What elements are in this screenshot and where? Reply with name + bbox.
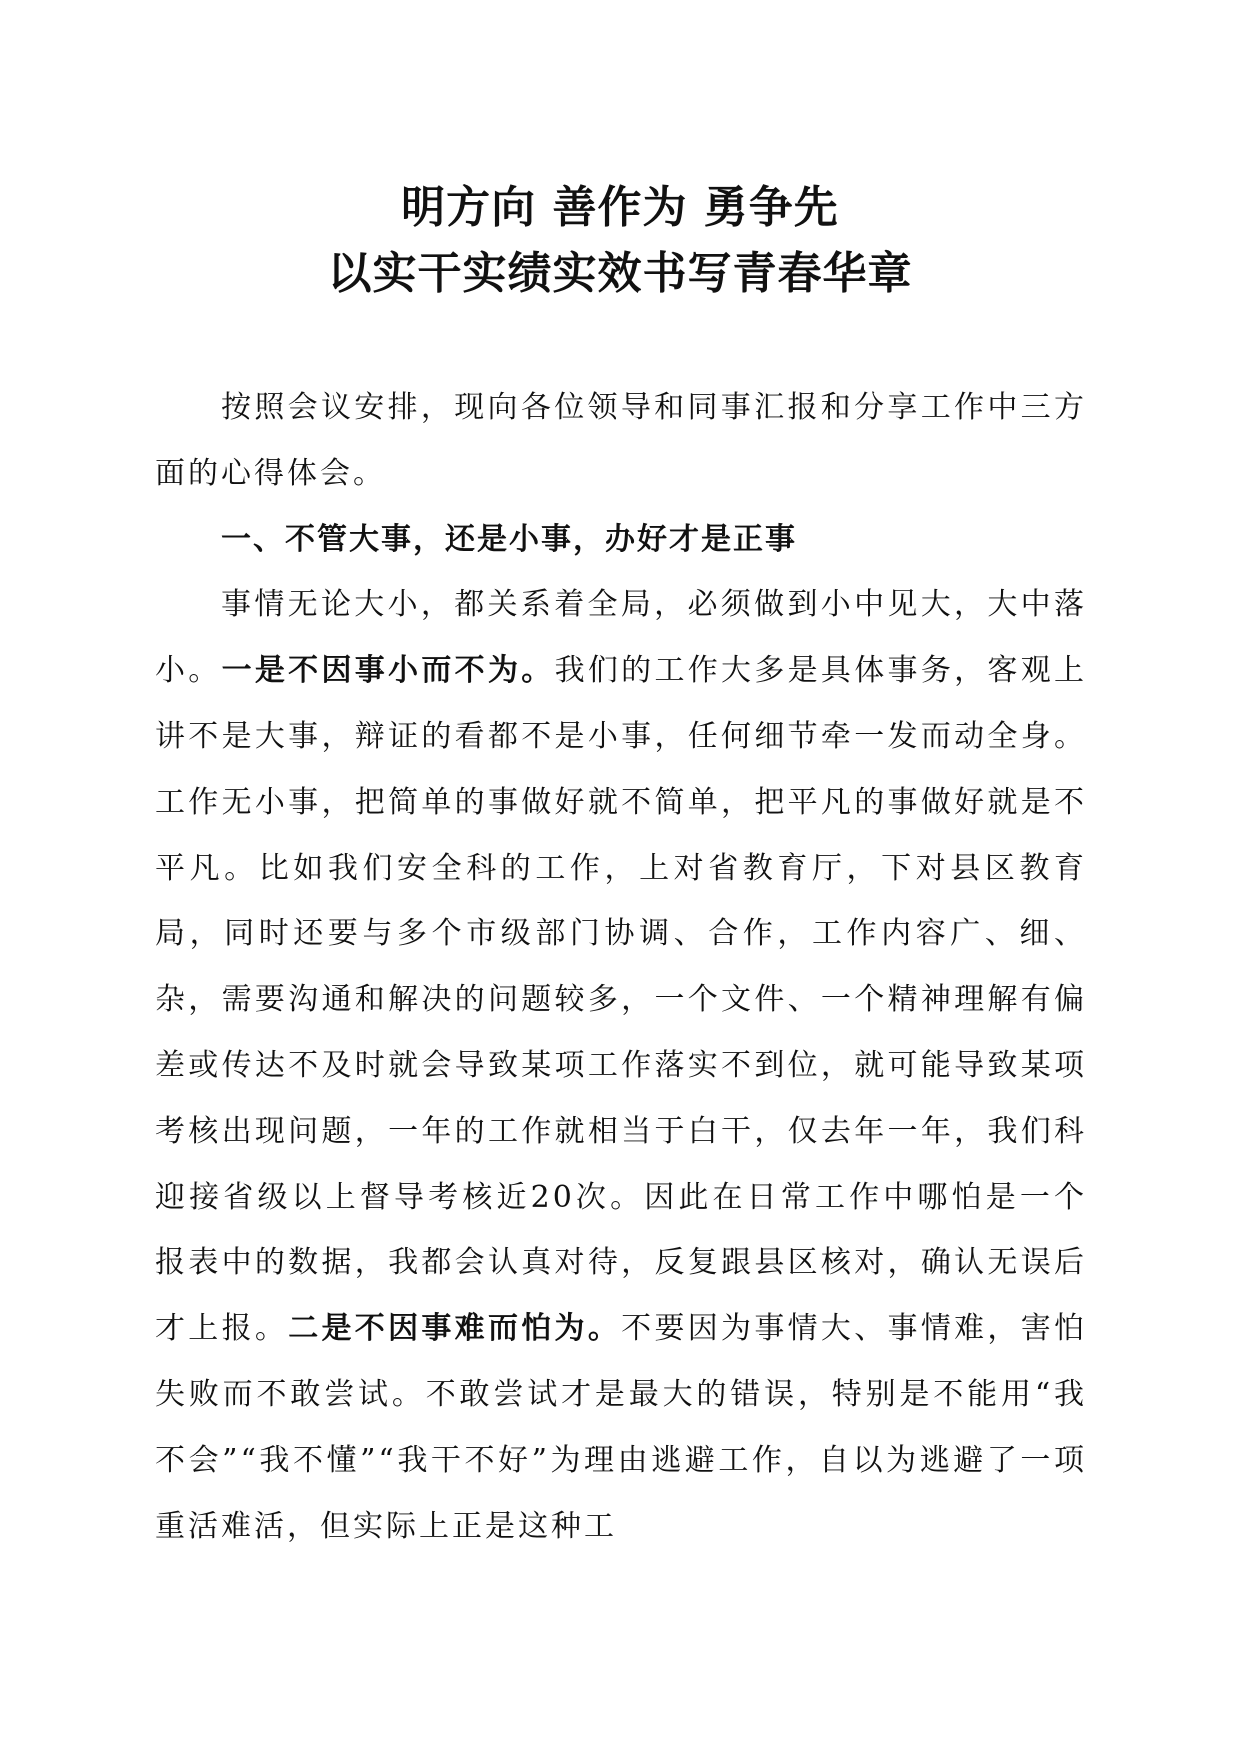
document-title-line-2: 以实干实绩实效书写青春华章 [327,248,913,299]
section-1-paragraph [155,572,1087,1559]
section-1-point-2: 二是不因事难而怕为。 [288,1311,622,1347]
section-1-text-a: 事情无论大小，都关系着全局，必须做到小中见大，大中落小。 [155,587,1087,689]
section-1-point-1: 一是不因事小而不为。 [221,653,555,689]
document-body [155,375,1087,1559]
intro-paragraph: 按照会议安排，现向各位领导和同事汇报和分享工作中三方面的心得体会。 [155,390,1087,491]
document-title-line-1: 明方向 善作为 勇争先 [401,182,839,233]
section-1-heading: 一、不管大事，还是小事，办好才是正事 [221,521,797,557]
section-1-text-b: 我们的工作大多是具体事务，客观上讲不是大事，辩证的看都不是小事，任何细节牵一发而动全身。工作无小事，把简单的事做好就不简单，把平凡的事做好就是不平凡。比如我们安全科的工作，上对省教育厅，下对县区教育局，同时还要与多个市级部门协调、合作，工作内容广、细、杂，需要沟通和解决的问题较多，一个文件、一个精神理解有偏差或传达不及时就会导致某项工作落实不到位，就可能导致某项考核出现问题，一年的工作就相当于白干，仅去年一年，我们科迎接省级以上督导考核近20次。因此在日常工作中哪怕是一个报表中的数据，我都会认真对待，反复跟县区核对，确认无误后才上报。 [155,653,1088,1347]
section-1-text-c: 不要因为事情大、事情难，害怕失败而不敢尝试。不敢尝试才是最大的错误，特别是不能用“我不会”“我不懂”“我干不好”为理由逃避工作，自以为逃避了一项重活难活，但实际上正是这种工 [155,1311,1088,1544]
